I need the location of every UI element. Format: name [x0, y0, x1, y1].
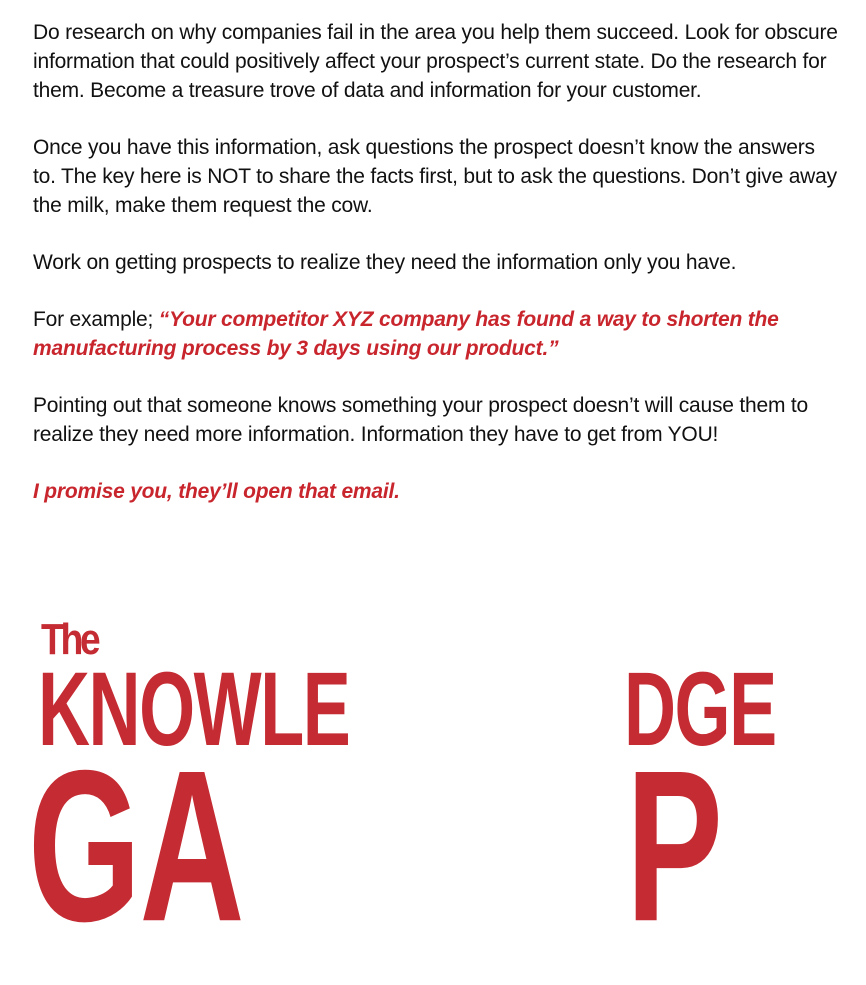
article-body	[33, 18, 838, 534]
logo-word-knowle: KNOWLE	[38, 650, 350, 769]
knowledge-gap-logo	[0, 600, 866, 980]
closing-promise: I promise you, they’ll open that email.	[33, 480, 400, 503]
paragraph-information: Work on getting prospects to realize they need the information only you have.	[33, 251, 737, 274]
paragraph-research: Do research on why companies fail in the area you help them succeed. Look for obscure information that could positively affect your prospect’s current state. Do the research for them. Become a treasure trove of data and information for your customer.	[33, 21, 838, 102]
logo-word-p: P	[626, 725, 722, 967]
example-quote: “Your competitor XYZ company has found a way to shorten the manufacturing process by 3 days using our product.”	[33, 308, 779, 360]
logo-word-ga: GA	[28, 725, 244, 967]
example-lead: For example;	[33, 308, 159, 331]
logo-word-dge: DGE	[624, 650, 776, 769]
paragraph-example	[33, 305, 838, 363]
paragraph-questions: Once you have this information, ask questions the prospect doesn’t know the answers to. The key here is NOT to share the facts first, but to ask the questions. Don’t give away the milk, make them request the cow.	[33, 136, 837, 217]
paragraph-pointing-out: Pointing out that someone knows something your prospect doesn’t will cause them to realize they need more information. Information they have to get from YOU!	[33, 394, 809, 446]
logo-word-the: The	[41, 615, 98, 664]
